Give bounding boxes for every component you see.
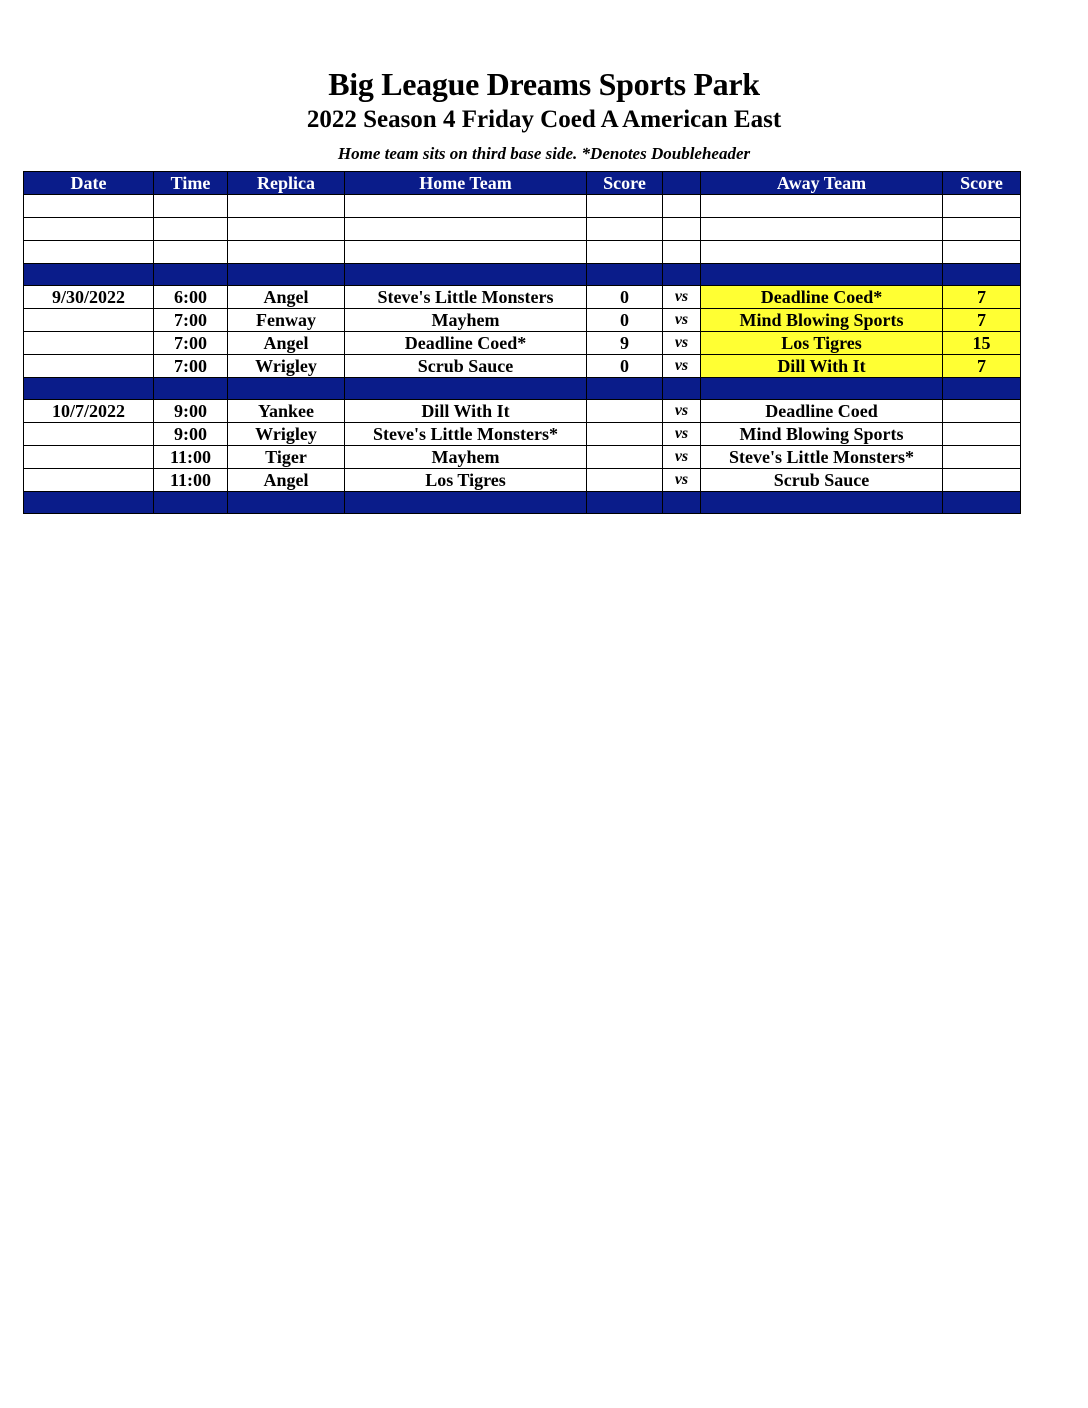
table-row: [24, 400, 1021, 423]
away-score-cell: [943, 400, 1021, 423]
home-team-cell: Mayhem: [345, 446, 587, 469]
time-cell: 11:00: [154, 469, 228, 492]
separator-row: [24, 492, 1021, 514]
away-team-cell: [701, 241, 943, 264]
replica-cell: Wrigley: [228, 423, 345, 446]
date-cell: 10/7/2022: [24, 400, 154, 423]
away-team-cell: Steve's Little Monsters*: [701, 446, 943, 469]
time-cell: [154, 218, 228, 241]
column-header-date: Date: [24, 172, 154, 195]
vs-cell: vs: [663, 469, 701, 492]
column-header-away-score: Score: [943, 172, 1021, 195]
replica-cell: [228, 195, 345, 218]
away-team-cell: [701, 218, 943, 241]
date-cell: 9/30/2022: [24, 286, 154, 309]
home-team-cell: Steve's Little Monsters: [345, 286, 587, 309]
home-team-cell: Steve's Little Monsters*: [345, 423, 587, 446]
time-cell: 9:00: [154, 400, 228, 423]
replica-cell: [228, 241, 345, 264]
vs-cell: vs: [663, 423, 701, 446]
home-score-cell: [587, 446, 663, 469]
away-score-cell: [943, 446, 1021, 469]
home-score-cell: [587, 400, 663, 423]
time-cell: 7:00: [154, 309, 228, 332]
home-score-cell: 0: [587, 355, 663, 378]
home-score-cell: [587, 469, 663, 492]
date-cell: [24, 218, 154, 241]
column-header-home-score: Score: [587, 172, 663, 195]
away-team-cell: Scrub Sauce: [701, 469, 943, 492]
vs-cell: vs: [663, 332, 701, 355]
table-row: [24, 355, 1021, 378]
home-team-cell: [345, 218, 587, 241]
home-team-cell: [345, 195, 587, 218]
home-score-cell: [587, 423, 663, 446]
home-score-cell: 0: [587, 286, 663, 309]
home-team-cell: Scrub Sauce: [345, 355, 587, 378]
schedule-table: [23, 171, 1021, 514]
replica-cell: Yankee: [228, 400, 345, 423]
time-cell: 7:00: [154, 355, 228, 378]
home-score-cell: 9: [587, 332, 663, 355]
vs-cell: vs: [663, 355, 701, 378]
column-header-time: Time: [154, 172, 228, 195]
separator-row: [24, 378, 1021, 400]
date-cell: [24, 469, 154, 492]
time-cell: 11:00: [154, 446, 228, 469]
home-team-cell: Deadline Coed*: [345, 332, 587, 355]
away-score-cell: 15: [943, 332, 1021, 355]
home-team-cell: Los Tigres: [345, 469, 587, 492]
home-team-cell: Dill With It: [345, 400, 587, 423]
away-team-cell: [701, 195, 943, 218]
date-cell: [24, 355, 154, 378]
column-header-replica: Replica: [228, 172, 345, 195]
vs-cell: [663, 218, 701, 241]
away-team-cell: Mind Blowing Sports: [701, 423, 943, 446]
time-cell: [154, 195, 228, 218]
table-row: [24, 332, 1021, 355]
doubleheader-note: Home team sits on third base side. *Denotes Doubleheader: [337, 144, 751, 163]
date-cell: [24, 195, 154, 218]
vs-cell: vs: [663, 400, 701, 423]
date-cell: [24, 446, 154, 469]
table-row: [24, 241, 1021, 264]
date-cell: [24, 332, 154, 355]
vs-cell: [663, 241, 701, 264]
home-score-cell: [587, 195, 663, 218]
away-score-cell: 7: [943, 355, 1021, 378]
away-team-cell: Dill With It: [701, 355, 943, 378]
table-row: [24, 195, 1021, 218]
table-header-row: [24, 172, 1021, 195]
away-score-cell: [943, 195, 1021, 218]
replica-cell: Fenway: [228, 309, 345, 332]
time-cell: 7:00: [154, 332, 228, 355]
home-score-cell: 0: [587, 309, 663, 332]
separator-row: [24, 264, 1021, 286]
away-team-cell: Mind Blowing Sports: [701, 309, 943, 332]
away-team-cell: Deadline Coed: [701, 400, 943, 423]
home-score-cell: [587, 241, 663, 264]
home-team-cell: Mayhem: [345, 309, 587, 332]
replica-cell: Angel: [228, 332, 345, 355]
away-score-cell: [943, 218, 1021, 241]
replica-cell: [228, 218, 345, 241]
away-score-cell: [943, 241, 1021, 264]
replica-cell: Tiger: [228, 446, 345, 469]
away-team-cell: Deadline Coed*: [701, 286, 943, 309]
vs-cell: [663, 195, 701, 218]
time-cell: 9:00: [154, 423, 228, 446]
column-header-vs: [663, 172, 701, 195]
away-score-cell: [943, 469, 1021, 492]
column-header-home-team: Home Team: [345, 172, 587, 195]
vs-cell: vs: [663, 286, 701, 309]
table-row: [24, 218, 1021, 241]
time-cell: 6:00: [154, 286, 228, 309]
column-header-away-team: Away Team: [701, 172, 943, 195]
table-row: [24, 286, 1021, 309]
table-row: [24, 469, 1021, 492]
time-cell: [154, 241, 228, 264]
replica-cell: Wrigley: [228, 355, 345, 378]
table-row: [24, 446, 1021, 469]
away-score-cell: [943, 423, 1021, 446]
table-row: [24, 423, 1021, 446]
replica-cell: Angel: [228, 469, 345, 492]
date-cell: [24, 241, 154, 264]
away-score-cell: 7: [943, 309, 1021, 332]
replica-cell: Angel: [228, 286, 345, 309]
page-subtitle: 2022 Season 4 Friday Coed A American East: [306, 106, 782, 133]
table-row: [24, 309, 1021, 332]
vs-cell: vs: [663, 446, 701, 469]
date-cell: [24, 309, 154, 332]
vs-cell: vs: [663, 309, 701, 332]
date-cell: [24, 423, 154, 446]
away-team-cell: Los Tigres: [701, 332, 943, 355]
home-team-cell: [345, 241, 587, 264]
away-score-cell: 7: [943, 286, 1021, 309]
page-title: Big League Dreams Sports Park: [328, 66, 760, 102]
home-score-cell: [587, 218, 663, 241]
